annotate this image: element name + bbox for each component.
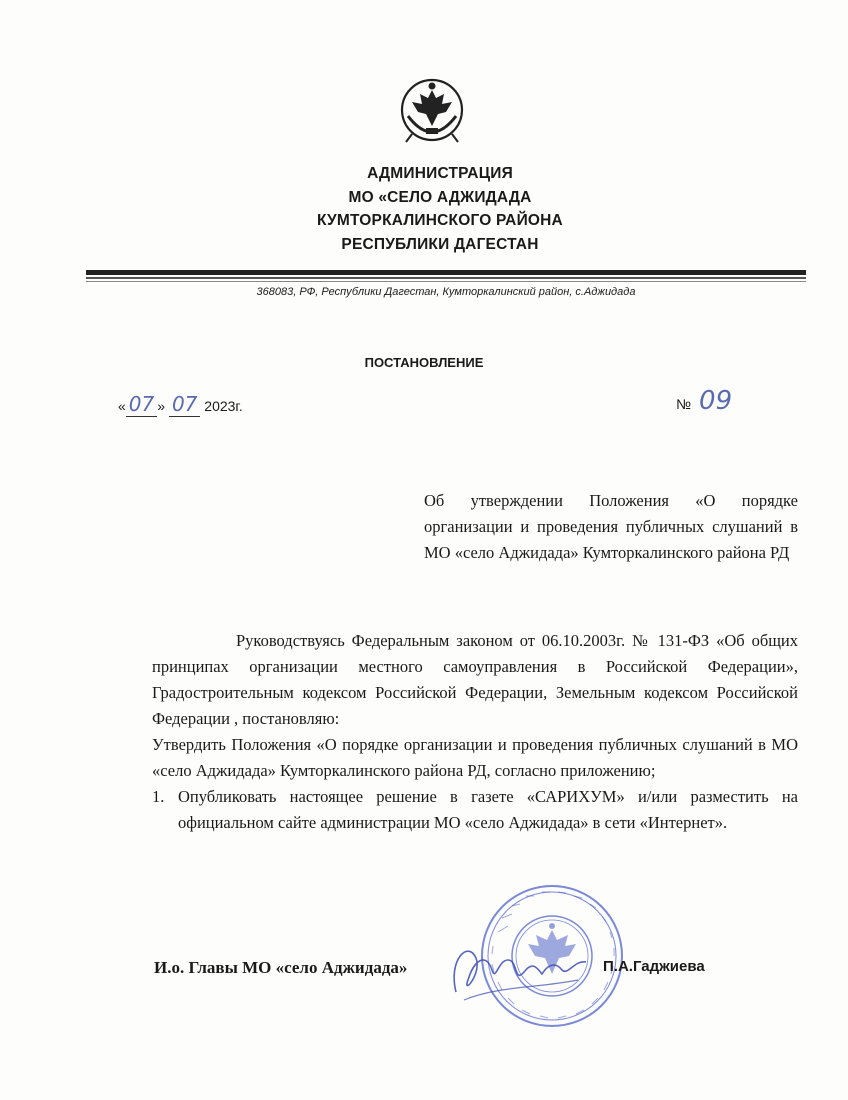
preamble-paragraph: Руководствуясь Федеральным законом от 06.10.2003г. № 131-ФЗ «Об общих принципах организации местного самоуправления в Российской Федерации», Градостроительным кодексом Российской Федерации, Земельным кодексом Российской Федерации , постановляю: bbox=[152, 631, 798, 728]
address-line: 368083, РФ, Республики Дагестан, Кумторкалинский район, с.Аджидада bbox=[256, 286, 636, 298]
header-line-2: МО «СЕЛО АДЖИДАДА bbox=[348, 188, 532, 206]
document-number bbox=[676, 386, 732, 416]
date-quote-open: « bbox=[118, 398, 126, 414]
handwritten-signature-icon bbox=[438, 930, 608, 1010]
header-rule-medium bbox=[86, 277, 806, 279]
coat-of-arms-icon bbox=[398, 76, 466, 148]
list-item bbox=[152, 784, 798, 836]
document-subject: Об утверждении Положения «О порядке организации и проведения публичных слушаний в МО «село Аджидада» Кумторкалинского района РД bbox=[424, 491, 798, 562]
date-month: 07 bbox=[169, 392, 200, 417]
document-type-title: ПОСТАНОВЛЕНИЕ bbox=[364, 355, 484, 370]
signatory-title: И.о. Главы МО «село Аджидада» bbox=[154, 958, 408, 977]
header-line-3: КУМТОРКАЛИНСКОГО РАЙОНА bbox=[317, 212, 563, 229]
document-body bbox=[152, 628, 798, 836]
header-line-4: РЕСПУБЛИКИ ДАГЕСТАН bbox=[341, 235, 539, 253]
date-day: 07 bbox=[126, 392, 157, 417]
signatory-name: П.А.Гаджиева bbox=[603, 958, 705, 975]
header-rule-thin bbox=[86, 281, 806, 282]
resolution-paragraph: Утвердить Положения «О порядке организации и проведения публичных слушаний в МО «село Аджидада» Кумторкалинского района РД, согласно приложению; bbox=[152, 735, 798, 780]
document-date bbox=[118, 392, 243, 417]
date-year: 2023г. bbox=[204, 398, 243, 414]
date-quote-close: » bbox=[157, 398, 166, 414]
header-rule-thick bbox=[86, 270, 806, 275]
organization-header bbox=[250, 162, 630, 256]
header-line-1: АДМИНИСТРАЦИЯ bbox=[367, 165, 513, 182]
list-item-number: 1. bbox=[152, 787, 165, 806]
number-label: № bbox=[676, 396, 692, 412]
list-item-text: Опубликовать настоящее решение в газете «САРИХУМ» и/или разместить на официальном сайте администрации МО «село Аджидада» в сети «Интернет». bbox=[178, 787, 798, 832]
number-value: 09 bbox=[699, 386, 733, 416]
